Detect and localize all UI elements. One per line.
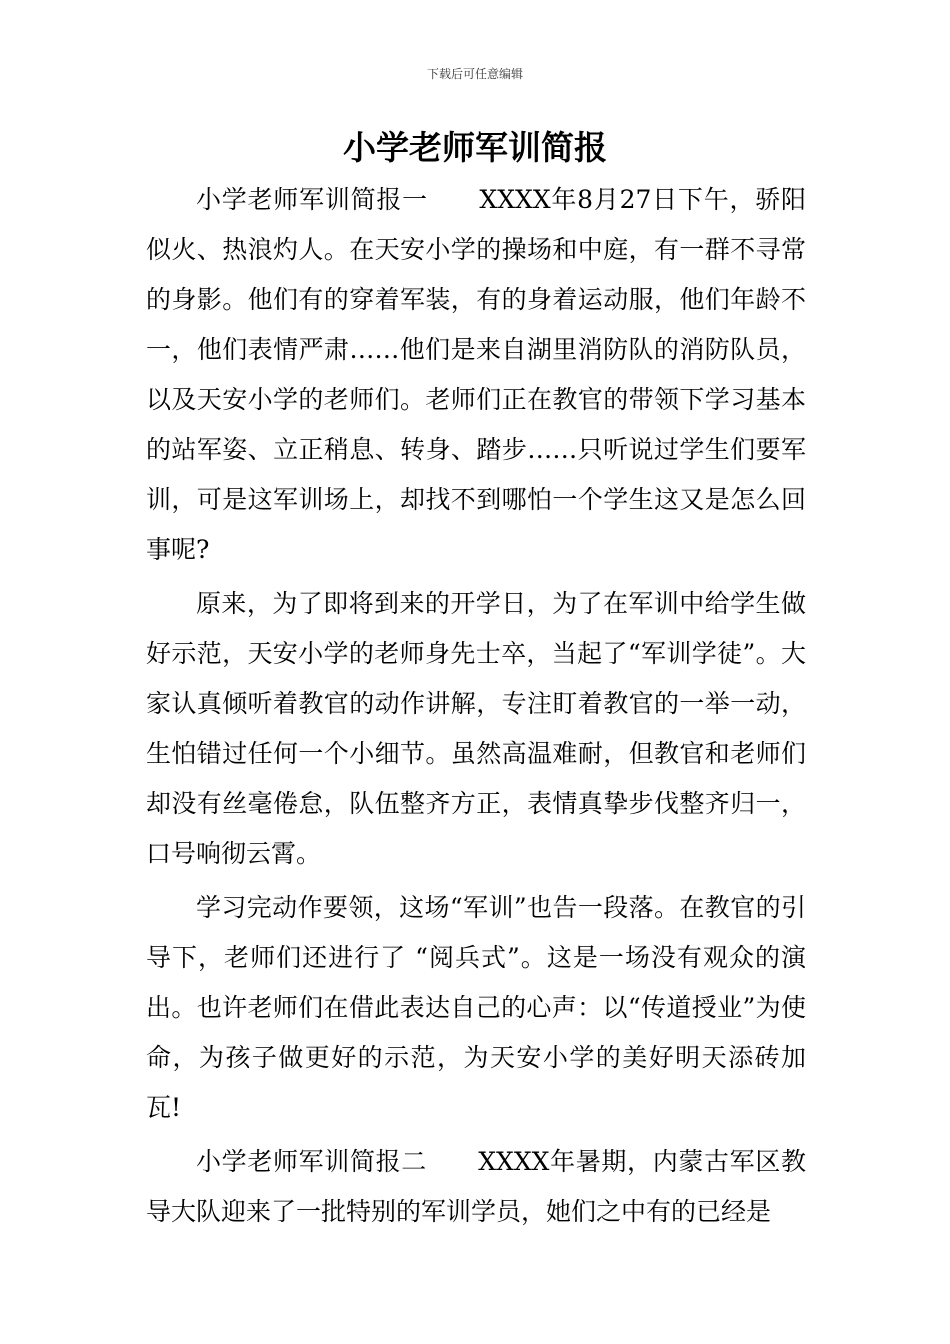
header-note: 下载后可任意编辑 bbox=[426, 67, 523, 81]
paragraph-2: 原来，为了即将到来的开学日，为了在军训中给学生做好示范，天安小学的老师身先士卒，当起了“军训学徒”。大家认真倾听着教官的动作讲解，专注盯着教官的一举一动，生怕错过任何一个小细节。虽然高温难耐，但教官和老师们却没有丝毫倦怠，队伍整齐方正，表情真挚步伐整齐归一，口号响彻云霄。 bbox=[146, 589, 806, 868]
document-title: 小学老师军训简报 bbox=[343, 128, 607, 167]
document-body bbox=[146, 175, 806, 1237]
paragraph-1: 小学老师军训简报一 XXXX年8月27日下午，骄阳似火、热浪灼人。在天安小学的操场和中庭，有一群不寻常的身影。他们有的穿着军装，有的身着运动服，他们年龄不一，他们表情严肃……他们是来自湖里消防队的消防队员，以及天安小学的老师们。老师们正在教官的带领下学习基本的站军姿、立正稍息、转身、踏步……只听说过学生们要军训，可是这军训场上，却找不到哪怕一个学生这又是怎么回事呢? bbox=[146, 185, 806, 564]
paragraph-3: 学习完动作要领，这场“军训”也告一段落。在教官的引导下，老师们还进行了 “阅兵式”。这是一场没有观众的演出。也许老师们在借此表达自己的心声：以“传道授业”为使命，为孩子做更好的示范，为天安小学的美好明天添砖加瓦! bbox=[146, 893, 806, 1122]
paragraph-4: 小学老师军训简报二 XXXX年暑期，内蒙古军区教导大队迎来了一批特别的军训学员，她们之中有的已经是 bbox=[146, 1147, 806, 1226]
